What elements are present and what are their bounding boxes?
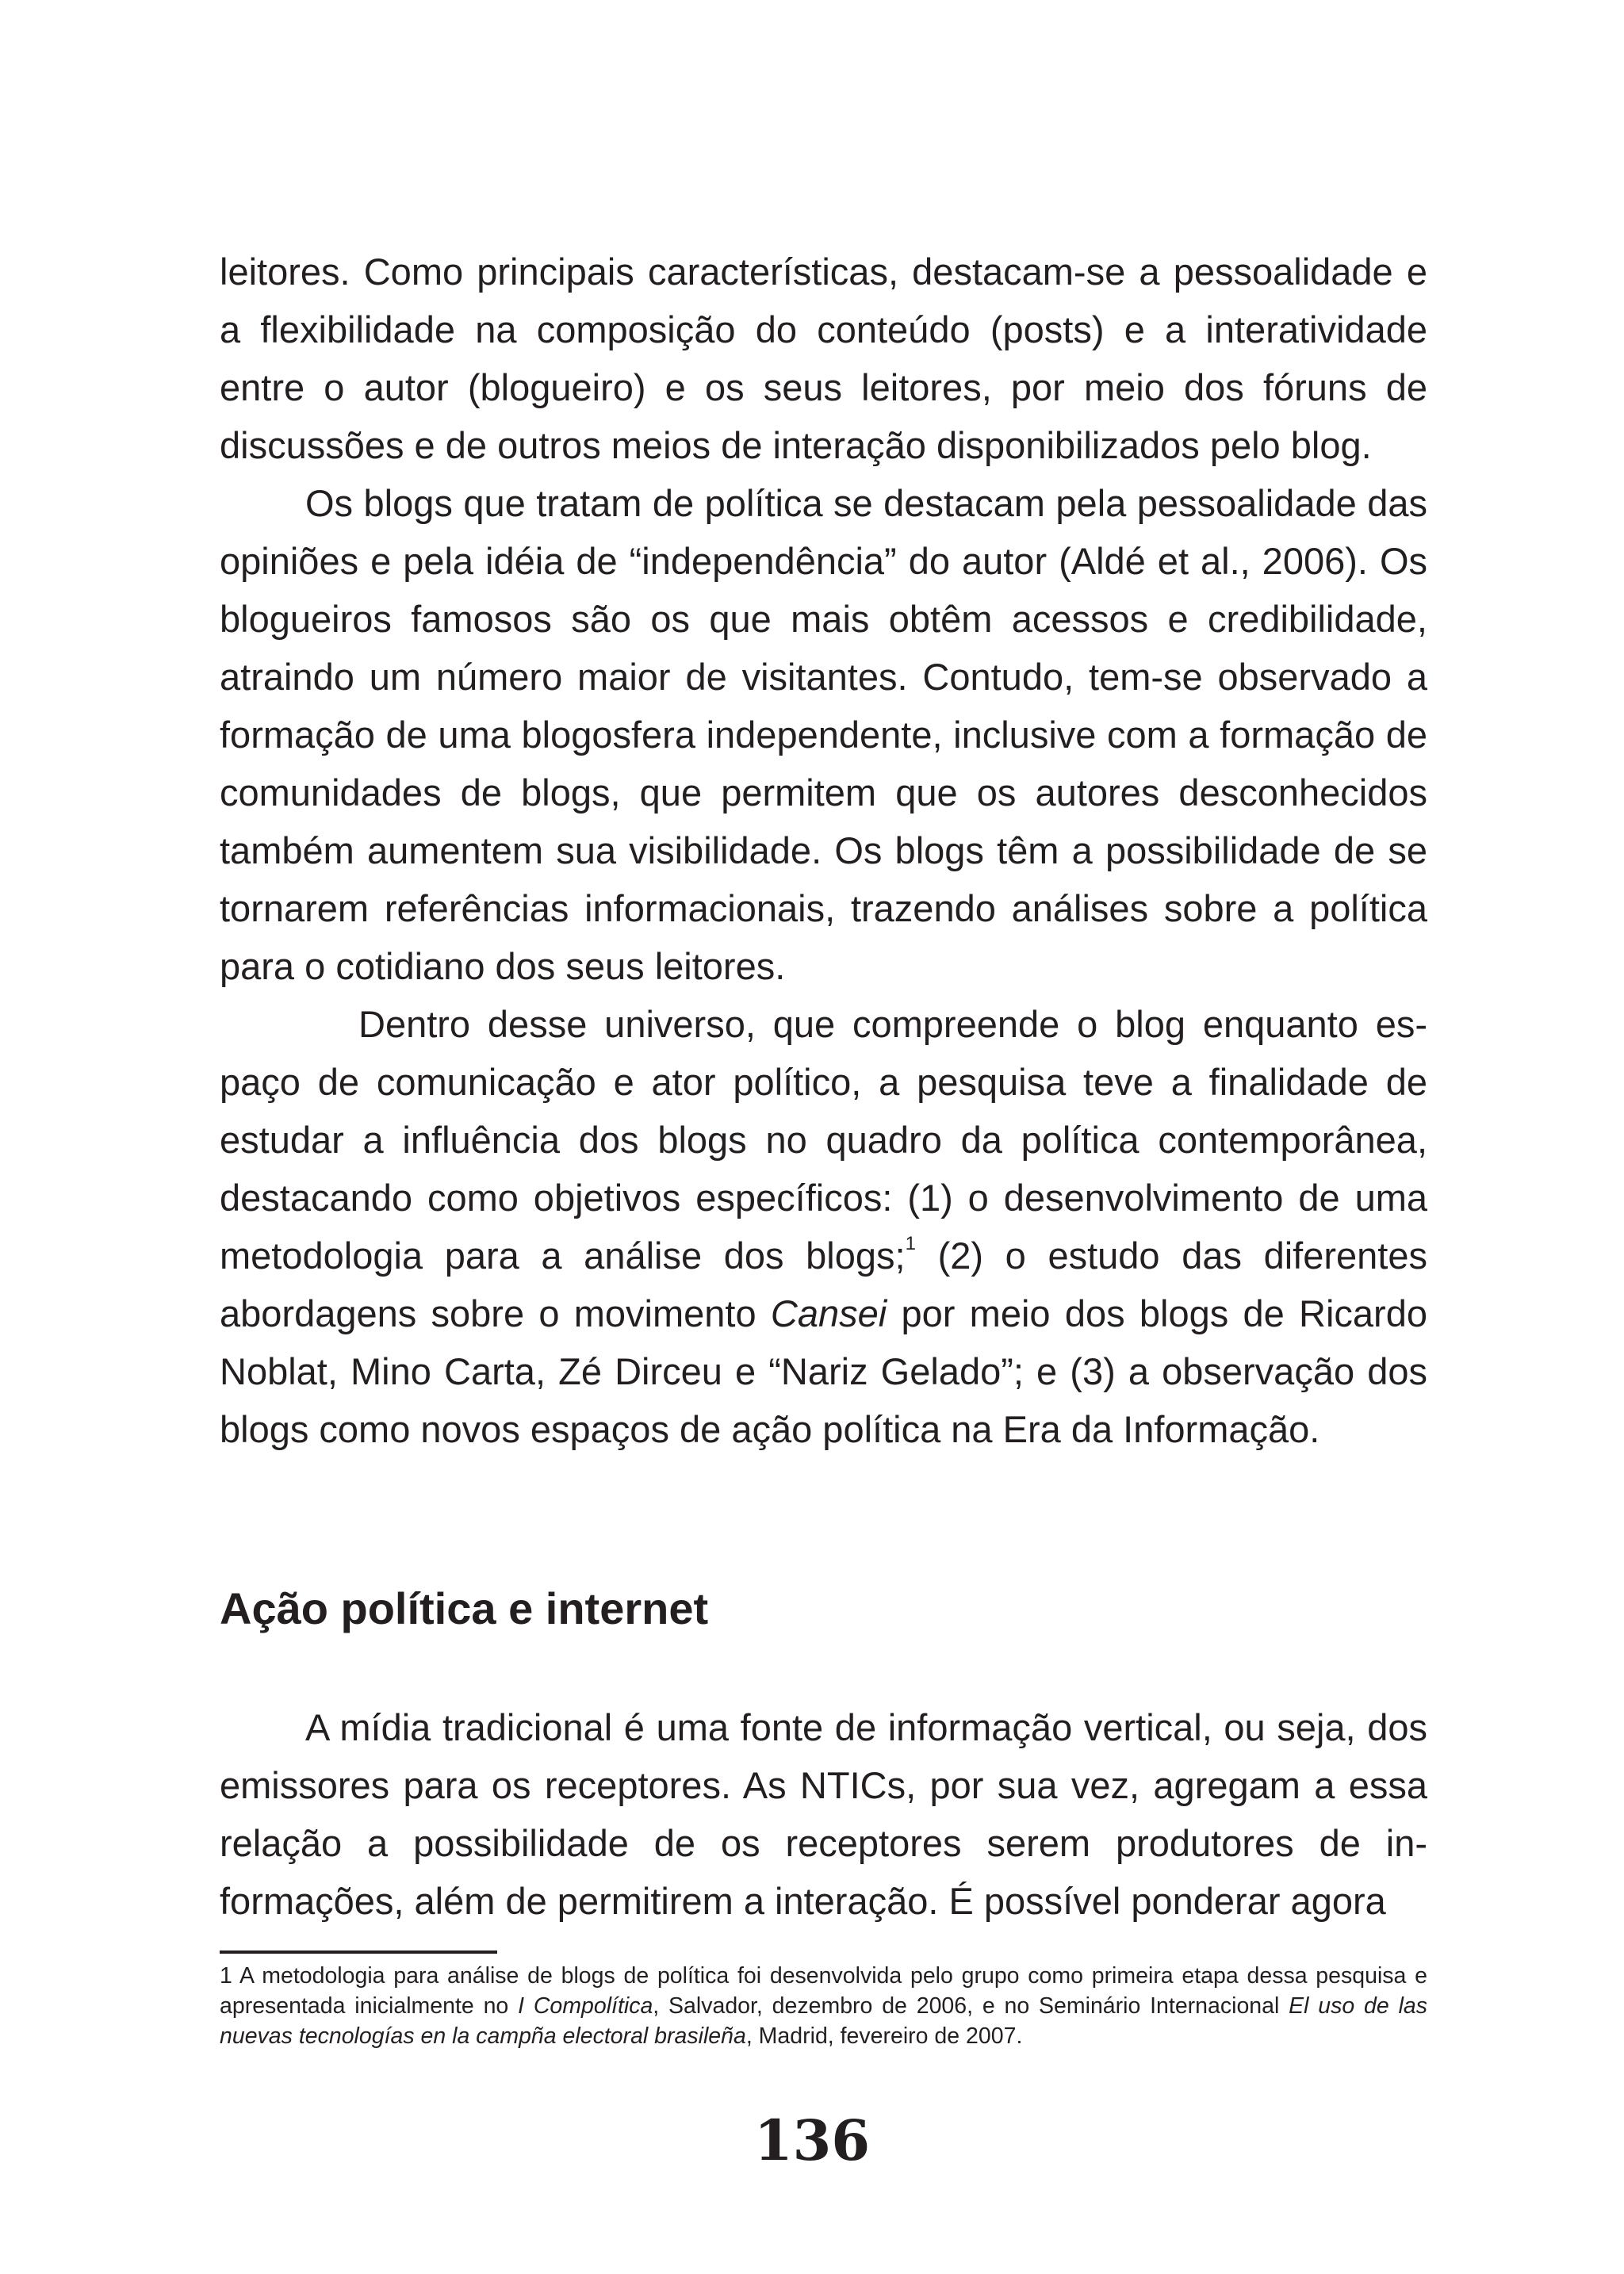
- paragraph-3-part-b: (2) o estudo das diferentes abordagens sobre o movimento: [220, 1235, 1428, 1334]
- footnote-part-a: 1 A metodologia para análise de blogs de política foi desenvolvida pelo grupo como primeira etapa dessa pesquisa e apresentada inicialmente no: [220, 1963, 1427, 2019]
- footnote-italic-2: El uso de las nuevas tecnologías en la campña electoral brasileña: [220, 1993, 1427, 2049]
- paragraph-3-part-c: por meio dos blogs de Ricardo Noblat, Mino Carta, Zé Dirceu e “Nariz Gelado”; e (3) a observação dos blogs como novos espaços de ação política na Era da Informação.: [220, 1292, 1427, 1450]
- footnote: [220, 1961, 1427, 2051]
- section-paragraph-1: A mídia tradicional é uma fonte de informação vertical, ou seja, dos emissores para os receptores. As NTICs, por sua vez, agregam a essa relação a possibilidade de os receptores serem produtores de informações, além de permitirem a interação. É possível ponderar agora: [220, 1706, 1427, 1922]
- footnote-italic-1: I Compolítica: [518, 1993, 653, 2019]
- paragraph-3: [220, 995, 1427, 1458]
- paragraph-1: leitores. Como principais características, destacam-se a pessoalidade e a flexibilidade na composição do conteúdo (posts) e a interatividade entre o autor (blogueiro) e os seus leitores, por meio dos fóruns de discussões e de outros meios de interação disponibilizados pelo blog.: [220, 251, 1427, 466]
- footnote-1: [220, 1961, 1427, 2051]
- footnote-reference: 1: [905, 1233, 916, 1254]
- paragraph-3-italic: Cansei: [770, 1292, 887, 1334]
- footnote-part-c: , Madrid, fevereiro de 2007.: [745, 2023, 1023, 2049]
- footnote-divider: [220, 1951, 497, 1954]
- page-number: 136: [753, 2107, 871, 2173]
- section-text: [220, 1698, 1427, 1930]
- section-heading: Ação política e internet: [220, 1583, 709, 1633]
- body-text: [220, 243, 1427, 1458]
- paragraph-3-part-a: Dentro desse universo, que compreende o blog enquanto espaço de comunicação e ator político, a pesquisa teve a finalidade de estudar a influência dos blogs no quadro da política contemporânea, destacando como objetivos específicos: (1) o desenvolvimento de uma metodologia para a análise dos blogs;: [220, 1003, 1427, 1277]
- paragraph-2: Os blogs que tratam de política se destacam pela pessoalidade das opiniões e pela idéia de “independência” do autor (Aldé et al., 2006). Os blogueiros famosos são os que mais obtêm acessos e credibilidade, atraindo um número maior de visitantes. Contudo, tem-se observado a formação de uma blogosfera independente, inclusive com a formação de comunidades de blogs, que permitem que os autores desconhecidos também aumentem sua visibilidade. Os blogs têm a possibilidade de se tornarem referências informacionais, trazendo análises sobre a política para o cotidiano dos seus leitores.: [220, 482, 1427, 987]
- footnote-part-b: , Salvador, dezembro de 2006, e no Seminário Internacional: [653, 1993, 1289, 2019]
